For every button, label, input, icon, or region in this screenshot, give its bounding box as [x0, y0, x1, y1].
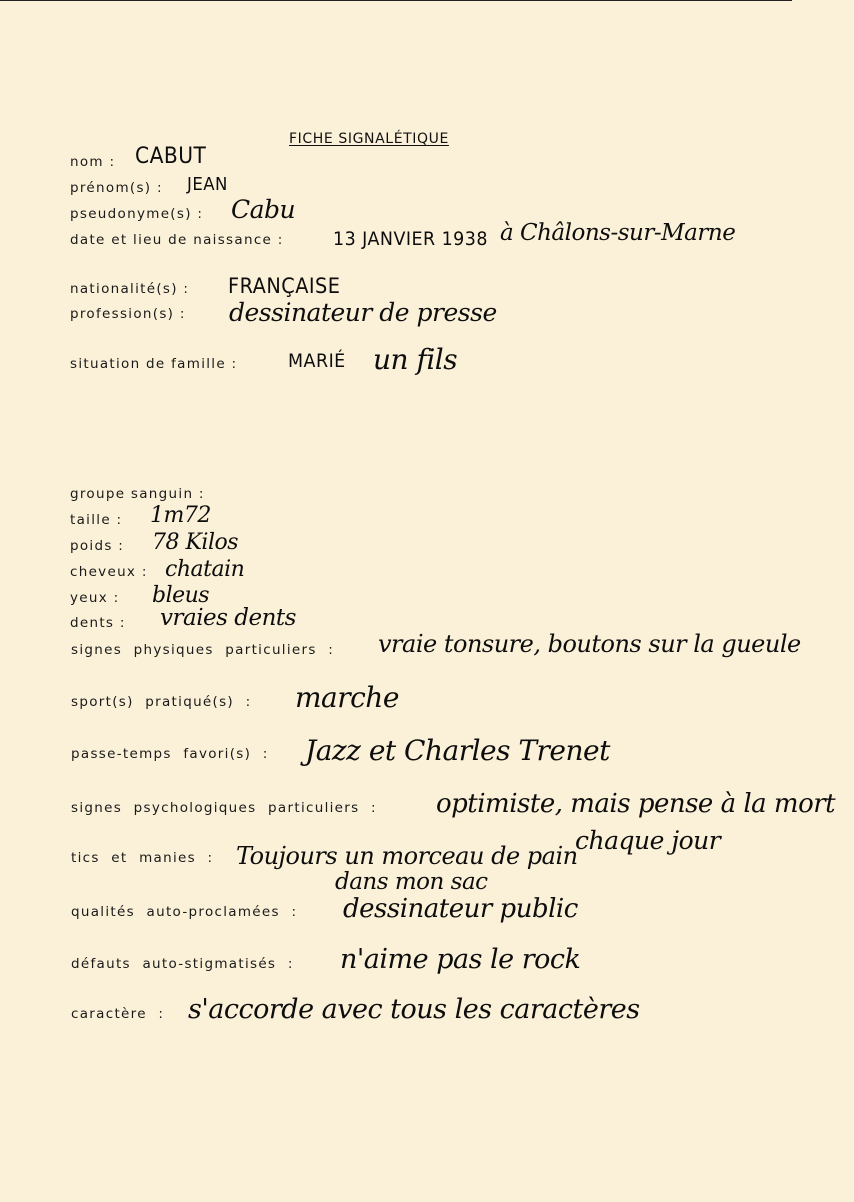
- value-nom: CABUT: [135, 144, 207, 169]
- value-nationalite: FRANÇAISE: [228, 274, 341, 298]
- value-situation-extra: un fils: [373, 343, 458, 376]
- label-nationalite: nationalité(s) :: [70, 281, 190, 297]
- label-passe-temps: passe-temps favori(s) :: [71, 746, 269, 762]
- value-poids: 78 Kilos: [152, 530, 239, 555]
- label-profession: profession(s) :: [70, 306, 186, 322]
- value-prenom: JEAN: [187, 174, 228, 195]
- value-tics-line1: Toujours un morceau de pain: [236, 842, 578, 870]
- value-naissance-date: 13 JANVIER 1938: [333, 228, 488, 250]
- label-naissance: date et lieu de naissance :: [70, 232, 284, 248]
- label-situation: situation de famille :: [70, 356, 238, 372]
- value-situation-status: MARIÉ: [288, 350, 346, 372]
- value-tics-line2: dans mon sac: [335, 869, 488, 895]
- label-nom: nom :: [70, 154, 116, 170]
- value-signes-physiques: vraie tonsure, boutons sur la gueule: [378, 630, 801, 658]
- value-profession: dessinateur de presse: [229, 298, 497, 327]
- value-taille: 1m72: [150, 503, 211, 528]
- label-dents: dents :: [70, 615, 126, 631]
- form-title: FICHE SIGNALÉTIQUE: [289, 131, 449, 147]
- top-rule: [0, 0, 792, 1]
- label-sport: sport(s) pratiqué(s) :: [71, 694, 252, 710]
- value-caractere: s'accorde avec tous les caractères: [188, 994, 640, 1025]
- label-prenom: prénom(s) :: [70, 180, 163, 196]
- label-qualites: qualités auto-proclamées :: [71, 904, 298, 920]
- value-sport: marche: [295, 681, 399, 714]
- value-cheveux: chatain: [165, 557, 245, 582]
- label-defauts: défauts auto-stigmatisés :: [71, 956, 294, 972]
- label-tics: tics et manies :: [71, 850, 214, 866]
- label-yeux: yeux :: [70, 590, 120, 606]
- value-pseudonyme: Cabu: [231, 195, 296, 224]
- value-dents: vraies dents: [160, 605, 296, 631]
- value-naissance-lieu: à Châlons-sur-Marne: [500, 220, 736, 246]
- value-yeux: bleus: [152, 583, 210, 608]
- label-poids: poids :: [70, 538, 125, 554]
- value-signes-psychologiques-line1: optimiste, mais pense à la mort: [436, 789, 836, 819]
- value-signes-psychologiques-line2: chaque jour: [575, 826, 721, 855]
- value-defauts: n'aime pas le rock: [340, 944, 581, 975]
- label-groupe-sanguin: groupe sanguin :: [70, 486, 205, 502]
- label-signes-psychologiques: signes psychologiques particuliers :: [71, 800, 377, 816]
- label-pseudonyme: pseudonyme(s) :: [70, 206, 204, 222]
- label-signes-physiques: signes physiques particuliers :: [71, 642, 335, 658]
- label-caractere: caractère :: [71, 1006, 165, 1022]
- label-cheveux: cheveux :: [70, 564, 148, 580]
- value-passe-temps: Jazz et Charles Trenet: [305, 734, 610, 767]
- value-qualites: dessinateur public: [343, 894, 578, 924]
- label-taille: taille :: [70, 512, 123, 528]
